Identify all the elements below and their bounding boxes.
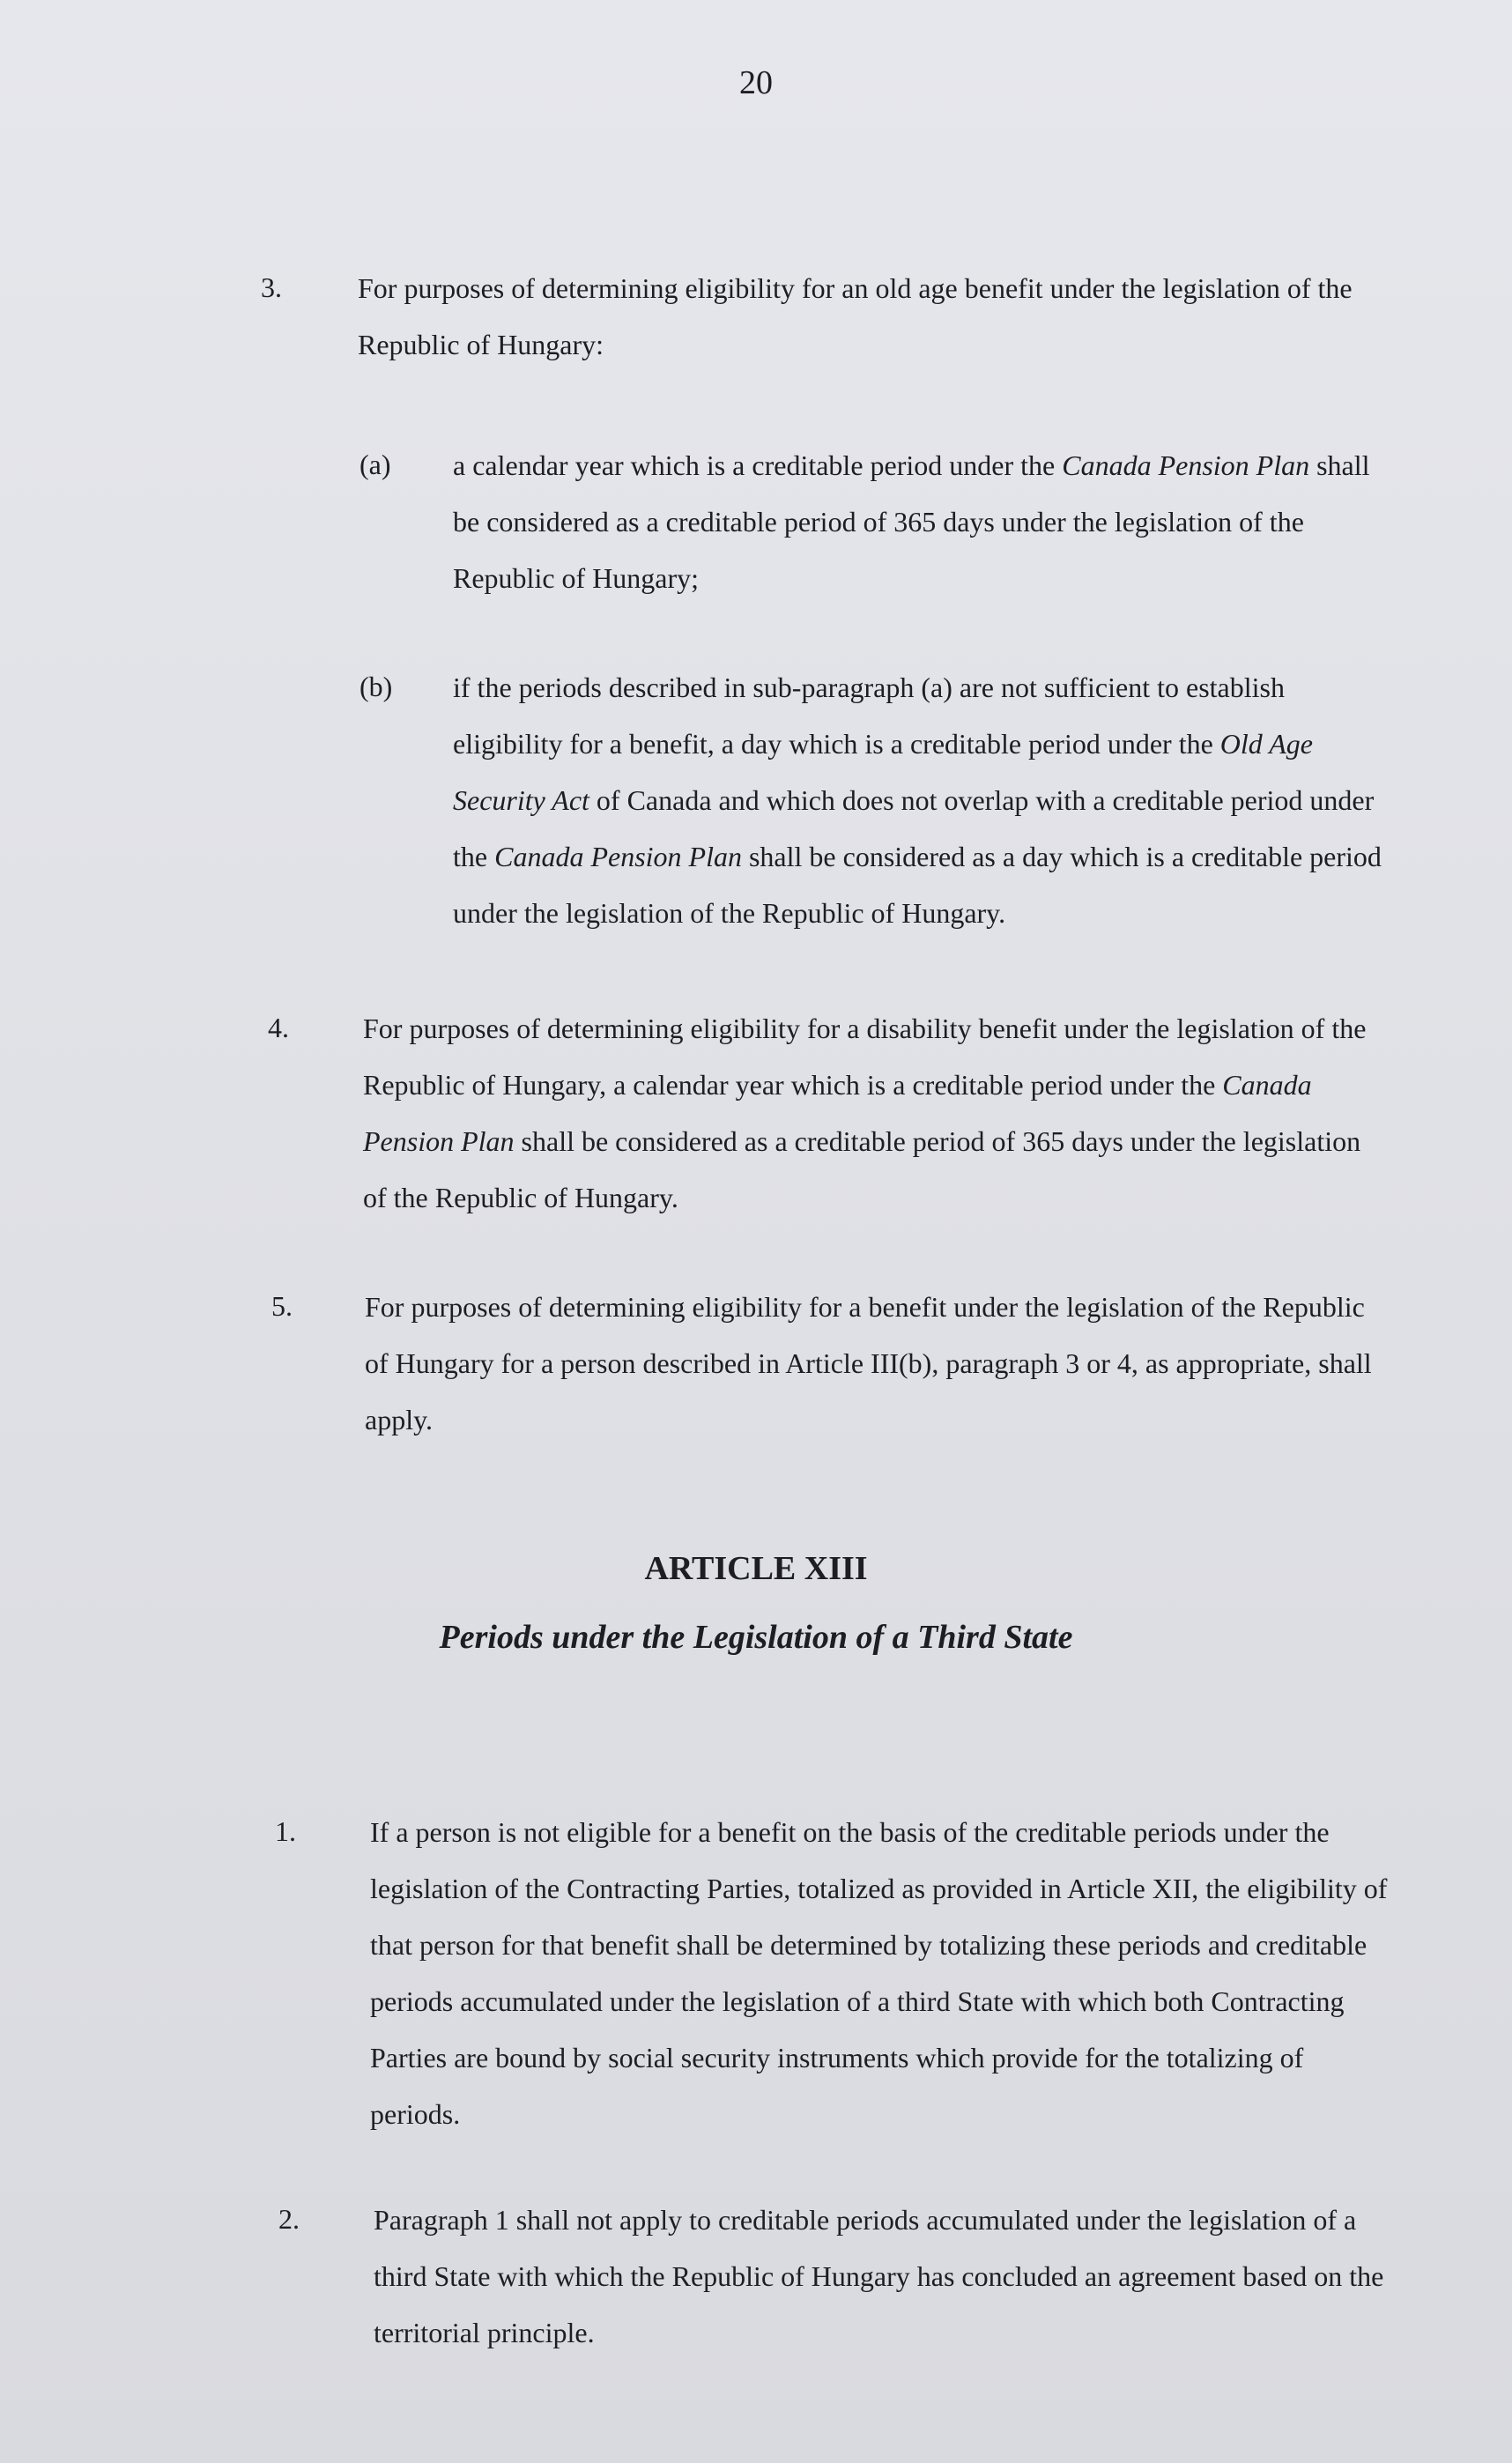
article-paragraph-1-number: 1. (275, 1815, 296, 1847)
paragraph-4-number: 4. (268, 1012, 289, 1043)
page-number: 20 (739, 64, 773, 101)
article-heading: ARTICLE XIII (644, 1550, 868, 1587)
paragraph-3-text: For purposes of determining eligibility for an old age benefit under the legislation of the Republic of Hungary: (358, 272, 1353, 360)
article-subheading: Periods under the Legislation of a Third State (439, 1619, 1073, 1656)
paragraph-5-text: For purposes of determining eligibility for a benefit under the legislation of the Republic of Hungary for a person described in Article III(b), paragraph 3 or 4, as appropriate, shall apply. (365, 1291, 1372, 1436)
article-paragraph-1-text: If a person is not eligible for a benefit on the basis of the creditable periods under the legislation of the Contracting Parties, totalized as provided in Article XII, the eligibility of that person for that benefit shall be determined by totalizing these periods and creditable periods accumulated under the legislation of a third State with which both Contracting Parties are bound by social security instruments which provide for the totalizing of periods. (370, 1816, 1388, 2130)
paragraph-3-number: 3. (261, 271, 282, 303)
paragraph-5-number: 5. (271, 1290, 293, 1322)
subparagraph-b-label: (b) (359, 671, 393, 702)
act-title: Canada Pension Plan (494, 841, 742, 872)
paragraph-4-text: For purposes of determining eligibility for a disability benefit under the legislation of the Republic of Hungary, a calendar year which is a creditable period under the Canada Pension Plan shall be considered as a creditable period of 365 days under the legislation of the Republic of Hungary. (363, 1013, 1367, 1213)
article-paragraph-2-text: Paragraph 1 shall not apply to creditable periods accumulated under the legislation of a third State with which the Republic of Hungary has concluded an agreement based on the territorial principle. (374, 2204, 1384, 2348)
act-title: Canada Pension Plan (363, 1069, 1312, 1157)
subparagraph-a-text: a calendar year which is a creditable period under the Canada Pension Plan shall be considered as a creditable period of 365 days under the legislation of the Republic of Hungary; (453, 449, 1370, 594)
article-paragraph-2-number: 2. (278, 2203, 300, 2235)
subparagraph-a-label: (a) (359, 449, 391, 480)
subparagraph-b-text: if the periods described in sub-paragraph (a) are not sufficient to establish eligibility for a benefit, a day which is a creditable period under the Old Age Security Act of Canada and which does not overlap with a creditable period under the Canada Pension Plan shall be considered as a day which is a creditable period under the legislation of the Republic of Hungary. (453, 671, 1382, 929)
act-title: Canada Pension Plan (1062, 449, 1310, 481)
act-title: Old Age Security Act (453, 728, 1313, 816)
